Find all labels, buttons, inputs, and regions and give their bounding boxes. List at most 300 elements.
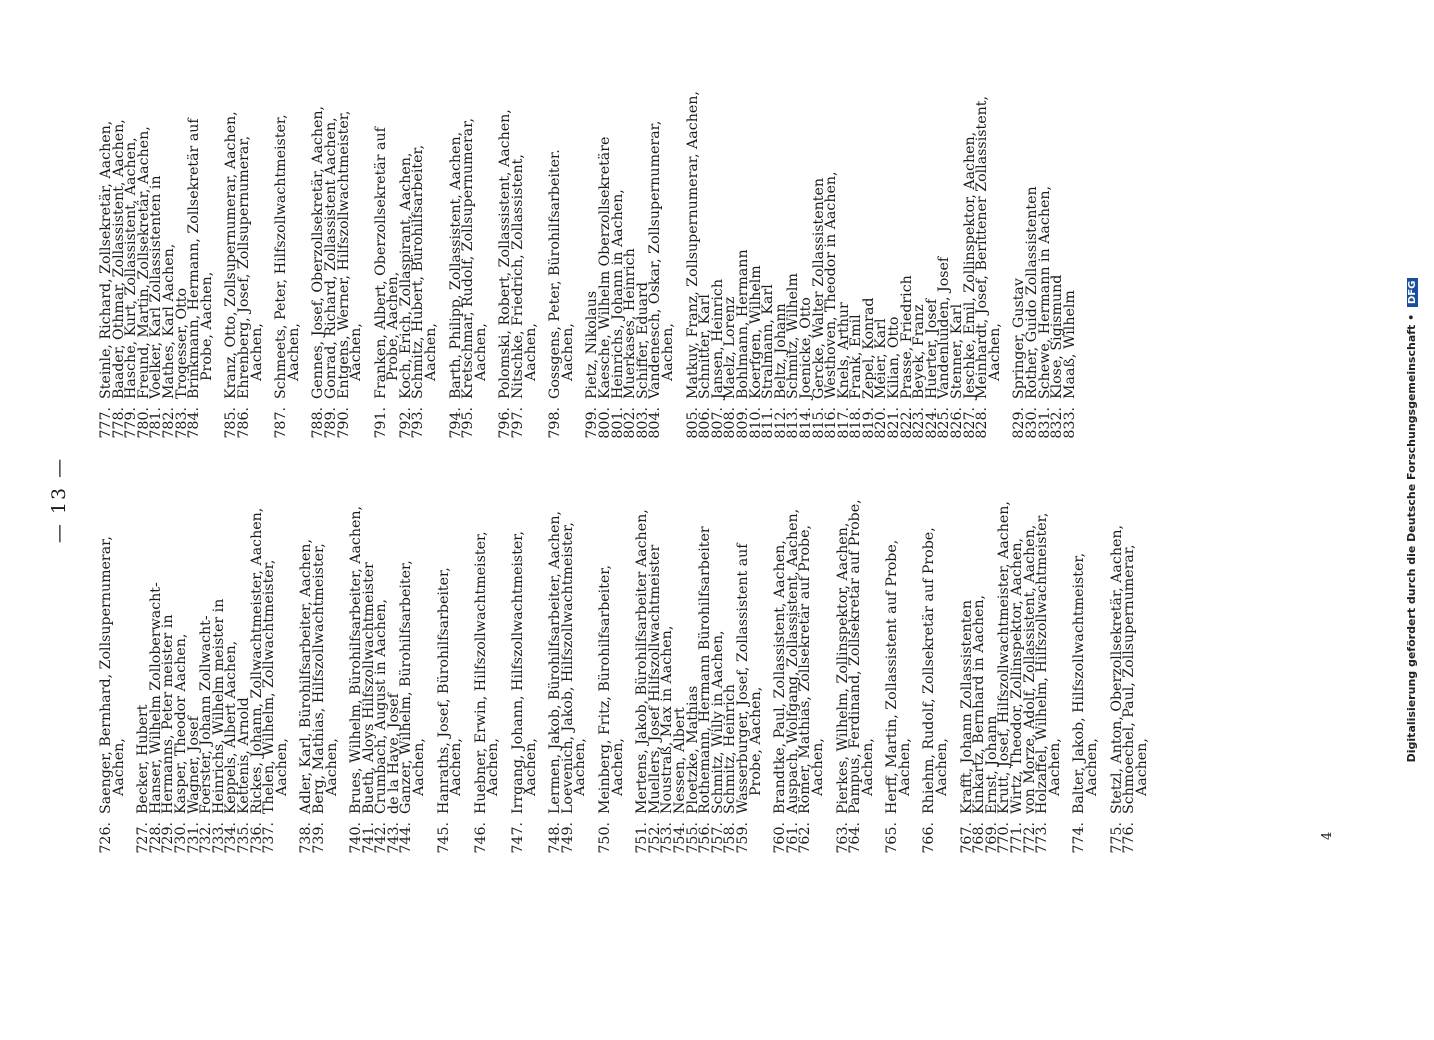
entry-text: Schmitz, Willy in Aachen, xyxy=(709,630,726,814)
entry-number: 784. xyxy=(186,407,203,439)
entry-text: Gossgens, Peter, Bürohilfsarbeiter. xyxy=(547,149,564,399)
entry-text: Hasche, Kurt, Zollassistent, Aachen, xyxy=(123,137,140,399)
entry-number: 774. xyxy=(1071,822,1088,854)
entry-text: Mertens, Jakob, Bürohilfsarbeiter Aachen, xyxy=(634,509,651,814)
entry-text: Aachen, xyxy=(609,738,626,796)
entry-text: Nessen, Albert xyxy=(671,707,688,814)
entry-text: Rothemann, Hermann Bürohilfsarbeiter xyxy=(697,526,714,814)
list-item xyxy=(659,10,676,445)
entry-number xyxy=(862,814,875,860)
entry-number: 771. xyxy=(1009,822,1026,854)
entry-text: Trogesser, Otto xyxy=(173,287,190,399)
entry-number: 810. xyxy=(747,407,764,439)
entry-number: 832. xyxy=(1049,407,1066,439)
entry-text: Beyek, Franz xyxy=(911,304,928,399)
entry-number: 801. xyxy=(609,407,626,439)
page-mark: 4 xyxy=(1320,831,1335,840)
entry-text: Rhiehm, Rudolf, Zollsekretär auf Probe, xyxy=(921,527,938,814)
entry-text: Maaß, Wilhelm xyxy=(1061,290,1078,399)
list-item xyxy=(923,465,936,860)
entry-text: Schmitz, Heinrich xyxy=(722,684,739,814)
list-item xyxy=(734,465,751,860)
entry-text: Pampus, Ferdinand, Zollsekretär auf Probe, xyxy=(847,499,864,814)
entry-text: Ernst, Johann xyxy=(983,715,1000,814)
entry-number: 754. xyxy=(671,822,688,854)
entry-number: 779. xyxy=(123,407,140,439)
list-item xyxy=(936,465,949,860)
entry-number: 812. xyxy=(772,407,789,439)
entry-text: Kaesche, Wilhelm Oberzollsekretäre xyxy=(597,136,613,399)
entry-number: 756. xyxy=(697,822,714,854)
list-item xyxy=(248,10,265,445)
entry-number: 731. xyxy=(185,822,202,854)
entry-text: Kretschmar, Rudolf, Zollsupernumerar, xyxy=(460,118,477,399)
entry-number: 746. xyxy=(472,822,489,854)
list-item xyxy=(522,465,539,860)
entry-number: 792. xyxy=(397,407,414,439)
list-item xyxy=(350,10,363,445)
list-item xyxy=(110,465,127,860)
entry-text: Irrgang, Johann, Hilfszollwachtmeister, xyxy=(510,530,527,814)
entry-number: 786. xyxy=(235,407,252,439)
entry-text: Schnitter, Karl xyxy=(697,294,714,399)
entry-text: Probe, Aachen, xyxy=(198,271,215,381)
entry-number: 776. xyxy=(1121,822,1138,854)
entry-text: Wasserburger, Josef, Zollassistent auf xyxy=(734,543,751,814)
entry-text: Matkuy, Franz, Zollsupernumerar, Aachen, xyxy=(684,91,701,399)
entry-text: Maelz, Lorenz xyxy=(722,296,739,399)
entry-text: Entgens, Werner, Hilfszollwachtmeister, xyxy=(335,110,352,399)
entry-number: 794. xyxy=(447,407,464,439)
entry-number: 803. xyxy=(634,407,651,439)
entry-number xyxy=(1086,814,1099,860)
entry-number: 811. xyxy=(760,407,777,439)
entry-text: Aachen, xyxy=(110,738,127,796)
entry-text: Vandenluiden, Josef xyxy=(936,256,953,399)
entry-number xyxy=(525,814,538,860)
entry-text: Frank, Emil xyxy=(848,314,865,399)
entry-text: Aachen, xyxy=(423,323,440,381)
entry-number: 741. xyxy=(360,822,377,854)
entry-number: 763. xyxy=(834,822,851,854)
entry-number: 782. xyxy=(160,407,177,439)
entry-text: Gercke, Walter Zollassistenten xyxy=(810,178,827,399)
entry-number: 751. xyxy=(634,822,651,854)
entry-number: 769. xyxy=(983,822,1000,854)
entry-text: Kettenis, Arnold xyxy=(235,697,252,814)
entry-number: 765. xyxy=(884,822,901,854)
entry-number: 729. xyxy=(160,822,177,854)
entry-text: Wagner, Josef xyxy=(185,716,202,814)
entry-text: Aachen, xyxy=(896,738,913,796)
list-item xyxy=(1036,465,1049,860)
entry-text: Aachen, xyxy=(248,323,265,381)
entry-text: Aachen, xyxy=(485,738,502,796)
entry-text: Westhoven, Theodor in Aachen, xyxy=(823,171,840,399)
entry-text: Huerter, Josef xyxy=(923,298,940,399)
entry-text: Zepel, Konrad xyxy=(860,297,877,399)
entry-number: 726. xyxy=(98,822,114,854)
entry-text: Hanser, Wilhelm Zolloberwacht- xyxy=(147,582,164,814)
entry-text: Becker, Hubert xyxy=(135,704,152,814)
entry-text: Stralmann, Karl xyxy=(760,284,777,399)
entry-number: 833. xyxy=(1061,407,1078,439)
entry-number: 745. xyxy=(435,822,452,854)
list-item xyxy=(285,10,302,445)
entry-number: 733. xyxy=(210,822,227,854)
entry-text: Vandenesch, Oskar, Zollsupernumerar, xyxy=(647,120,664,399)
entry-number xyxy=(201,399,214,445)
entry-text: Schmitz, Wilhelm xyxy=(785,273,802,399)
entry-number xyxy=(750,814,763,860)
entry-number: 787. xyxy=(273,407,290,439)
entry-text: de la Haye, Josef xyxy=(385,693,402,814)
list-item xyxy=(450,465,463,860)
entry-number xyxy=(1049,814,1062,860)
entry-number: 796. xyxy=(497,407,514,439)
entry-text: Voelker, Karl Zollassistenten in xyxy=(148,175,165,399)
entry-text: Prasse, Friedrich xyxy=(898,275,915,399)
entry-number: 814. xyxy=(797,407,814,439)
entry-text: Aachen, xyxy=(285,323,302,381)
entry-number: 748. xyxy=(547,822,564,854)
entry-number xyxy=(936,814,949,860)
entry-text: Rickes, Johann, Zollwachtmeister, Aachen, xyxy=(248,507,265,814)
entry-text: Beltz, Johann xyxy=(772,303,789,399)
entry-number: 783. xyxy=(173,407,190,439)
entry-text: Loevenich, Jakob, Hilfszollwachtmeister, xyxy=(559,522,576,814)
entry-text: Stetzl, Anton, Oberzollsekretär, Aachen, xyxy=(1108,525,1125,814)
entry-number: 749. xyxy=(559,822,576,854)
list-item xyxy=(263,465,276,860)
entry-number: 802. xyxy=(622,407,639,439)
entry-number: 795. xyxy=(460,407,477,439)
entry-text: Jeschke, Emil, Zollinspektor, Aachen, xyxy=(961,131,978,399)
entry-number: 790. xyxy=(335,407,352,439)
entry-number xyxy=(450,814,463,860)
entry-text: Heinrichs, Wilhelm meister in xyxy=(210,598,227,814)
entry-text: Hermanns, Peter meister in xyxy=(160,614,177,814)
entry-number: 773. xyxy=(1034,822,1051,854)
entry-text: Kasper, Theodor Aachen, xyxy=(172,633,189,814)
entry-number: 728. xyxy=(147,822,164,854)
entry-number xyxy=(899,814,912,860)
entry-text: Aachen, xyxy=(859,738,876,796)
list-item xyxy=(323,465,340,860)
entry-number: 816. xyxy=(823,407,840,439)
entry-text: Pietz, Nikolaus xyxy=(584,290,601,399)
entry-number: 804. xyxy=(647,407,664,439)
entry-text: Auspach, Wolfgang, Zollassistent, Aachen, xyxy=(784,508,801,814)
entry-number: 788. xyxy=(310,407,327,439)
entry-text: Römer, Mathias, Zollsekretär auf Probe, xyxy=(797,524,814,814)
entry-text: Gonrad, Richard, Zollassistent Aachen, xyxy=(322,117,339,399)
list-item xyxy=(1061,10,1078,445)
entry-number xyxy=(251,399,264,445)
entry-number: 738. xyxy=(298,822,315,854)
entry-text: Aachen, xyxy=(934,738,951,796)
entry-text: Heinrichs, Johann in Aachen, xyxy=(609,189,626,399)
entry-text: Holzaffel, Wilhelm, Hilfszollwachtmeister, xyxy=(1034,512,1051,814)
list-item xyxy=(574,465,587,860)
entry-number: 739. xyxy=(310,822,327,854)
entry-text: Aachen, xyxy=(1046,738,1063,796)
entry-number: 807. xyxy=(709,407,726,439)
entry-text: Ganzer, Wilhelm, Bürohilfsarbeiter, xyxy=(398,560,415,814)
list-item xyxy=(273,465,290,860)
entry-number: 761. xyxy=(784,822,801,854)
entry-number: 818. xyxy=(848,407,865,439)
entry-text: Meinberg, Fritz, Bürohilfsarbeiter, xyxy=(597,564,613,814)
entry-text: Stenner, Karl xyxy=(949,303,966,399)
entry-number: 781. xyxy=(148,407,165,439)
entry-number xyxy=(1136,814,1149,860)
entry-text: Springer, Gustav xyxy=(1011,278,1028,399)
entry-number: 727. xyxy=(135,822,152,854)
entry-number: 735. xyxy=(235,822,252,854)
entry-number: 743. xyxy=(385,822,402,854)
list-item xyxy=(472,10,489,445)
entry-number: 770. xyxy=(996,822,1013,854)
entry-text: Joenicke, Otto xyxy=(797,297,814,399)
entry-text: Aachen, xyxy=(348,323,365,381)
entry-text: Aachen, xyxy=(809,738,826,796)
right-column xyxy=(100,10,1076,445)
entry-text: Koch, Erich, Zollaspirant, Aachen, xyxy=(397,152,414,399)
entry-text: Schmitz, Hubert, Bürohilfsarbeiter, xyxy=(410,144,427,399)
entry-number: 760. xyxy=(772,822,789,854)
entry-text: Adler, Karl, Bürohilfsarbeiter, Aachen, xyxy=(298,539,315,814)
list-item xyxy=(100,465,113,860)
entry-text: Franken, Albert, Oberzollsekretär auf xyxy=(372,127,389,399)
entry-number: 805. xyxy=(684,407,701,439)
entry-number: 732. xyxy=(198,822,215,854)
list-item xyxy=(799,465,812,860)
entry-number: 734. xyxy=(223,822,240,854)
list-item xyxy=(1046,465,1063,860)
entry-number: 757. xyxy=(709,822,726,854)
entry-text: Kranz, Otto, Zollsupernumerar, Aachen, xyxy=(223,111,240,399)
entry-text: Crumbach, August in Aachen, xyxy=(373,599,390,814)
list-item xyxy=(886,465,899,860)
list-item xyxy=(559,465,576,860)
entry-number xyxy=(989,399,1002,445)
entry-number: 785. xyxy=(223,407,240,439)
entry-text: Keppels, Albert Aachen, xyxy=(223,640,240,814)
list-item xyxy=(986,10,1003,445)
list-item xyxy=(1086,465,1099,860)
entry-number: 767. xyxy=(958,822,975,854)
entry-text: Herff, Martin, Zollassistent auf Probe, xyxy=(884,539,901,814)
entry-text: Aachen, xyxy=(1084,738,1100,796)
entry-text: Barth, Philipp, Zollassistent, Aachen, xyxy=(447,131,464,399)
entry-number: 822. xyxy=(898,407,915,439)
entry-text: Polomski, Robert, Zollassistent, Aachen, xyxy=(497,109,514,399)
entry-number: 740. xyxy=(348,822,365,854)
entry-text: Lermen, Jakob, Bürohilfsarbeiter, Aachen, xyxy=(547,510,564,814)
entry-text: Aachen, xyxy=(559,323,576,381)
entry-text: Brinkmann, Hermann, Zollsekretär auf xyxy=(186,118,203,399)
credit-text: Digitalisierung gefördert durch die Deutsche Forschungsgemeinschaft • xyxy=(1405,313,1418,763)
entry-text: Meinhardt, Josef, Berittener Zollassistent, xyxy=(974,96,991,399)
entry-number: 791. xyxy=(372,407,389,439)
digitization-credit xyxy=(1405,0,1418,1040)
entry-number xyxy=(662,399,675,445)
entry-text: Hanraths, Josef, Bürohilfsarbeiter, xyxy=(435,567,452,814)
list-item xyxy=(747,465,764,860)
list-item xyxy=(896,465,913,860)
entry-number xyxy=(475,399,488,445)
entry-number: 764. xyxy=(847,822,864,854)
entry-text: Muellers, Josef Hilfszollwachtmeister xyxy=(646,544,663,814)
entry-number: 817. xyxy=(835,407,852,439)
entry-number: 753. xyxy=(659,822,676,854)
entry-text: Aachen, xyxy=(572,738,589,796)
entry-text: Aachen, xyxy=(522,323,539,381)
entry-number: 819. xyxy=(860,407,877,439)
entry-number: 793. xyxy=(410,407,427,439)
entry-text: Meier, Karl xyxy=(873,318,890,399)
entry-text: Probe, Aachen, xyxy=(385,271,402,381)
entry-text: Klose, Sigismund xyxy=(1049,274,1066,399)
entry-text: Schmeets, Peter, Hilfszollwachtmeister, xyxy=(273,114,290,399)
entry-text: Schewe, Hermann in Aachen, xyxy=(1036,185,1053,399)
list-item xyxy=(1123,465,1136,860)
entry-number: 821. xyxy=(886,407,903,439)
entry-number: 750. xyxy=(597,822,613,854)
entry-number: 758. xyxy=(722,822,739,854)
page-header: — 13 — xyxy=(48,456,70,544)
entry-number: 775. xyxy=(1108,822,1125,854)
entry-number: 744. xyxy=(398,822,415,854)
entry-number: 820. xyxy=(873,407,890,439)
entry-number: 742. xyxy=(373,822,390,854)
entry-number: 823. xyxy=(911,407,928,439)
entry-number xyxy=(562,399,575,445)
list-item xyxy=(849,465,862,860)
entry-number: 824. xyxy=(923,407,940,439)
entry-number: 777. xyxy=(98,407,114,439)
list-item xyxy=(198,10,215,445)
entry-number: 825. xyxy=(936,407,953,439)
entry-number xyxy=(413,814,426,860)
entry-number xyxy=(612,814,625,860)
entry-number: 768. xyxy=(971,822,988,854)
entry-number: 789. xyxy=(322,407,339,439)
entry-text: Berg, Mathias, Hilfszollwachtmeister, xyxy=(310,543,327,814)
entry-text: Gennes, Josef, Oberzollsekretär, Aachen, xyxy=(310,105,327,399)
entry-number: 829. xyxy=(1011,407,1028,439)
list-item xyxy=(487,465,500,860)
entry-number: 828. xyxy=(974,407,991,439)
list-item xyxy=(859,465,876,860)
list-item xyxy=(1133,465,1150,860)
entry-text: Balter, Jakob, Hilfszollwachtmeister, xyxy=(1071,552,1088,814)
entry-number: 778. xyxy=(110,407,127,439)
entry-number: 826. xyxy=(949,407,966,439)
entry-text: Mathes, Karl Aachen, xyxy=(160,243,177,399)
entry-number: 747. xyxy=(510,822,527,854)
entry-number: 755. xyxy=(684,822,701,854)
list-item xyxy=(1073,465,1086,860)
list-item xyxy=(512,465,525,860)
entry-number: 800. xyxy=(597,407,613,439)
entry-number: 799. xyxy=(584,407,601,439)
entry-text: Rother, Guido Zollassistenten xyxy=(1024,186,1040,399)
entry-text: Kilian, Otto xyxy=(886,316,903,399)
entry-number: 815. xyxy=(810,407,827,439)
entry-number xyxy=(350,399,363,445)
dfg-logo: DFG xyxy=(1407,278,1418,307)
entry-text: Baader, Othmar, Zollassistent, Aachen, xyxy=(110,119,127,399)
entry-text: Freund, Martin, Zollsekretär, Aachen, xyxy=(135,126,152,399)
entry-number: 797. xyxy=(510,407,527,439)
list-item xyxy=(425,10,438,445)
entry-text: Koerfgen, Wilhelm xyxy=(747,265,764,399)
entry-number: 780. xyxy=(135,407,152,439)
list-item xyxy=(413,465,426,860)
entry-number: 808. xyxy=(722,407,739,439)
entry-text: Huebner, Erwin, Hilfszollwachtmeister, xyxy=(472,531,489,814)
entry-text: Aachen, xyxy=(273,738,290,796)
entry-number: 830. xyxy=(1024,407,1040,439)
entry-text: Ehrenberg, Josef, Zollsupernumerar, xyxy=(235,135,252,399)
list-item xyxy=(609,465,626,860)
entry-text: Brues, Wilhelm, Bürohilfsarbeiter, Aachen, xyxy=(348,505,365,814)
entry-text: Brandtke, Paul, Zollassistent, Aachen, xyxy=(772,540,789,814)
list-item xyxy=(472,465,489,860)
list-item xyxy=(809,465,826,860)
entry-text: Kinkartz, Bernhard in Aachen, xyxy=(971,594,988,814)
entry-number: 730. xyxy=(172,822,189,854)
entry-number xyxy=(812,814,825,860)
entry-text: Jansen, Heinrich xyxy=(709,279,726,399)
list-item xyxy=(599,465,612,860)
left-column xyxy=(100,465,1148,860)
entry-text: Thelen, Wilhelm, Zollwachtmeister, xyxy=(261,559,278,814)
entry-number: 736. xyxy=(248,822,265,854)
entry-number xyxy=(425,399,438,445)
entry-number: 762. xyxy=(797,822,814,854)
entry-text: Krutt, Josef, Hilfszollwachtmeister, Aachen, xyxy=(996,501,1013,814)
entry-number xyxy=(525,399,538,445)
entry-text: Ploetzke, Mathias xyxy=(684,685,701,814)
entry-number xyxy=(288,399,301,445)
entry-text: Aachen, xyxy=(448,738,465,796)
entry-text: Muerkases, Heinrich xyxy=(622,248,639,399)
entry-text: Noustraß, Max in Aachen, xyxy=(659,625,676,814)
entry-number: 752. xyxy=(646,822,663,854)
entry-text: Knels, Arthur xyxy=(835,302,852,399)
entry-text: Pierkes, Wilhelm, Zollinspektor, Aachen, xyxy=(834,522,851,814)
entry-number: 831. xyxy=(1036,407,1053,439)
entry-number: 813. xyxy=(785,407,802,439)
entry-number xyxy=(326,814,339,860)
list-item xyxy=(310,465,327,860)
entry-text: Nitschke, Friedrich, Zollassistent, xyxy=(510,154,527,399)
list-item xyxy=(400,465,413,860)
entry-number: 798. xyxy=(547,407,564,439)
entry-text: Schiffer, Eduard xyxy=(634,282,651,399)
entry-text: von Morze, Adolf, Zollassistent, Aachen, xyxy=(1021,524,1038,814)
entry-text: Aachen, xyxy=(411,738,428,796)
entry-text: Wirtz, Theodor, Zollinspektor, Aachen, xyxy=(1009,537,1026,814)
entry-text: Aachen, xyxy=(1133,738,1150,796)
entry-number xyxy=(113,814,126,860)
entry-number: 827. xyxy=(961,407,978,439)
list-item xyxy=(435,465,452,860)
entry-number: 737. xyxy=(261,822,278,854)
